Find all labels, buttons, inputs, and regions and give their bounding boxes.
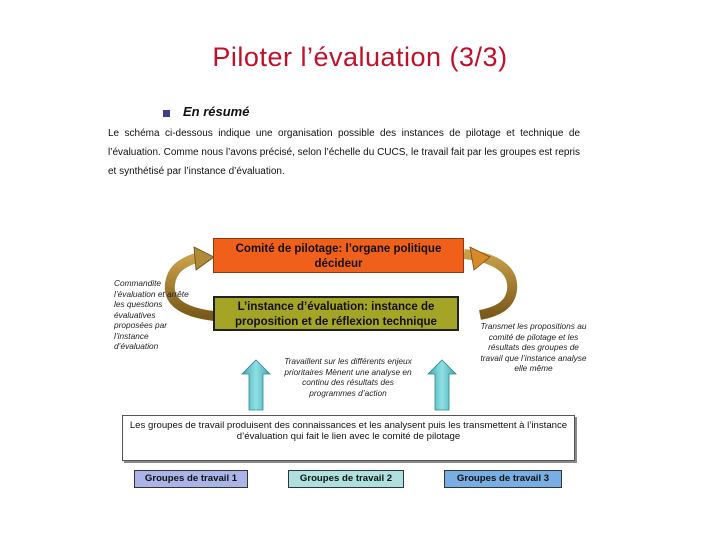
note-middle: Travaillent sur les différents enjeux prioritaires Mènent une analyse en continu des résultats des programmes d’action bbox=[284, 356, 412, 398]
intro-paragraph: Le schéma ci-dessous indique une organisation possible des instances de pilotage et technique de l’évaluation. Comme nous l’avons précisé, selon l’échelle du CUCS, le travail fait par les groupes est repris et synthétisé par l’instance d’évaluation. bbox=[108, 128, 580, 177]
note-left: Commandite l’évaluation et arrête les questions évaluatives proposées par l’instance d’évaluation bbox=[114, 278, 189, 351]
up-arrow-icon bbox=[428, 360, 456, 410]
group-1-box: Groupes de travail 1 bbox=[134, 470, 248, 488]
groupes-summary-box: Les groupes de travail produisent des connaissances et les analysent puis les transmettent à l’instance d’évaluation qui fait le lien avec le comité de pilotage bbox=[122, 415, 575, 461]
up-arrow-icon bbox=[242, 360, 270, 410]
comite-pilotage-box: Comité de pilotage: l’organe politique décideur bbox=[213, 238, 464, 273]
section-heading: En résumé bbox=[183, 104, 250, 119]
group-3-box: Groupes de travail 3 bbox=[444, 470, 562, 488]
group-2-box: Groupes de travail 2 bbox=[288, 470, 404, 488]
instance-evaluation-box: L’instance d’évaluation: instance de proposition et de réflexion technique bbox=[213, 296, 459, 331]
cycle-arrow-right-icon bbox=[464, 247, 512, 315]
note-right: Transmet les propositions au comité de pilotage et les résultats des groupes de travail que l’instance analyse elle même bbox=[480, 321, 587, 373]
page-title: Piloter l’évaluation (3/3) bbox=[212, 42, 508, 72]
